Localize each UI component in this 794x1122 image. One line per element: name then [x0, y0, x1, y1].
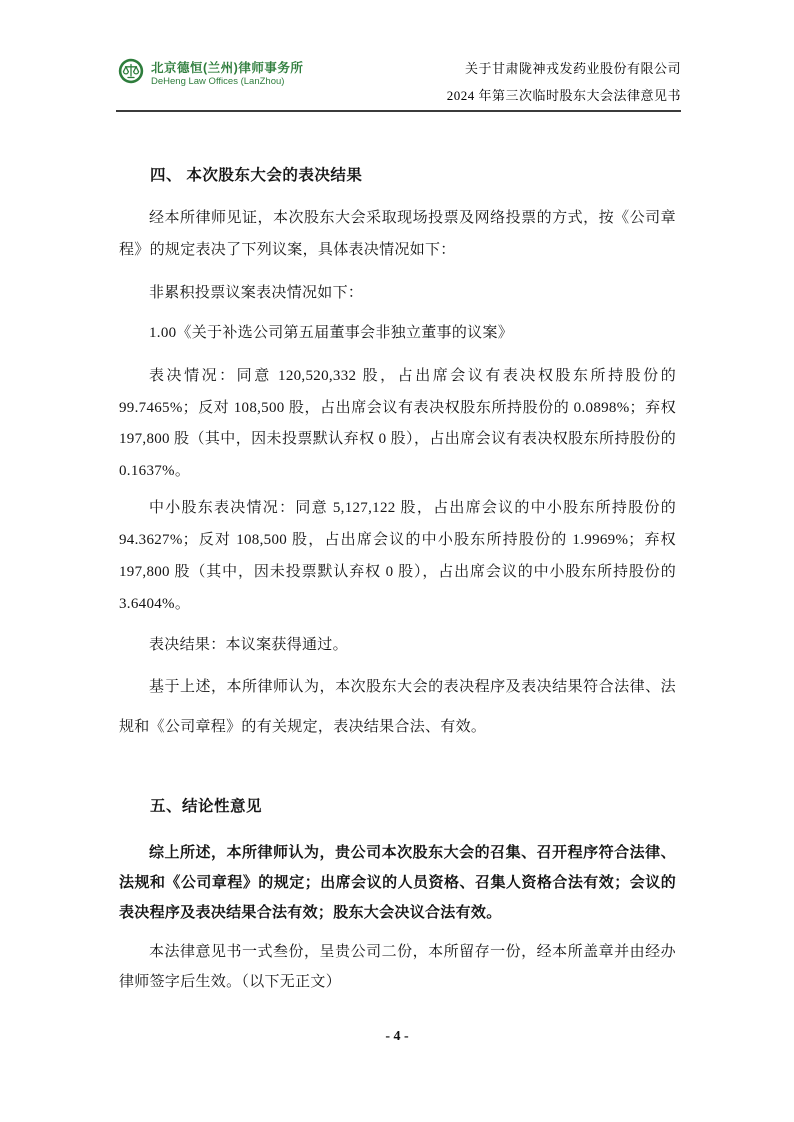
law-firm-name [151, 60, 303, 88]
page-header [116, 50, 681, 112]
paragraph-small-shareholders: 中小股东表决情况：同意 5,127,122 股，占出席会议的中小股东所持股份的 94.3627%；反对 108,500 股，占出席会议的中小股东所持股份的 1.9969%；弃权 197,800 股（其中，因未投票默认弃权 0 股），占出席会议的中小股东所持股份的 3.6404%。 [119, 500, 676, 612]
paragraph-proposal-title: 1.00《关于补选公司第五届董事会非独立董事的议案》 [149, 325, 514, 341]
law-firm-name-en: DeHeng Law Offices (LanZhou) [151, 75, 285, 87]
paragraph-copies: 本法律意见书一式叁份，呈贵公司二份，本所留存一份，经本所盖章并由经办律师签字后生效。（以下无正文） [119, 944, 676, 990]
section-5-heading: 五、结论性意见 [150, 798, 263, 815]
paragraph-vote-result: 表决情况：同意 120,520,332 股，占出席会议有表决权股东所持股份的 99.7465%；反对 108,500 股，占出席会议有表决权股东所持股份的 0.0898%；弃权 197,800 股（其中，因未投票默认弃权 0 股），占出席会议有表决权股东所持股份的 0.1637%。 [119, 368, 676, 479]
header-title-line1: 关于甘肃陇神戎发药业股份有限公司 [464, 61, 681, 76]
document-body [119, 158, 676, 997]
paragraph-result: 表决结果：本议案获得通过。 [149, 637, 348, 653]
law-firm-name-cn: 北京德恒(兰州)律师事务所 [151, 60, 304, 75]
law-firm-logo [118, 58, 303, 89]
section-4-heading: 四、 本次股东大会的表决结果 [150, 167, 363, 184]
paragraph-conclusion: 综上所述，本所律师认为，贵公司本次股东大会的召集、召开程序符合法律、法规和《公司章程》的规定；出席会议的人员资格、召集人资格合法有效；会议的表决程序及表决结果合法有效；股东大会决议合法有效。 [119, 845, 676, 921]
paragraph-non-cumulative: 非累积投票议案表决情况如下： [149, 285, 364, 301]
paragraph-intro: 经本所律师见证，本次股东大会采取现场投票及网络投票的方式，按《公司章程》的规定表决了下列议案，具体表决情况如下： [119, 210, 676, 258]
header-title-line2: 2024 年第三次临时股东大会法律意见书 [446, 88, 681, 103]
page-number: - 4 - [385, 1029, 409, 1044]
scales-emblem-icon [118, 58, 144, 89]
paragraph-based-on-above: 基于上述，本所律师认为，本次股东大会的表决程序及表决结果符合法律、法规和《公司章程》的有关规定，表决结果合法、有效。 [119, 679, 676, 735]
header-document-title [447, 55, 681, 109]
